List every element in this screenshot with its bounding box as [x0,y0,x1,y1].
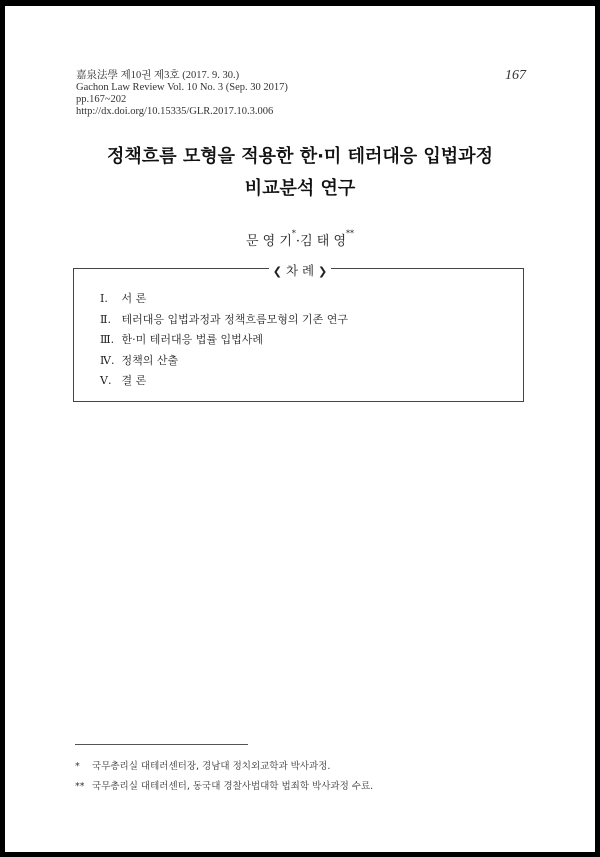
toc-item-label: 결 론 [121,374,147,387]
toc-item[interactable] [100,351,348,372]
footnote-text: 국무총리실 대테러센터장, 경남대 정치외교학과 박사과정. [92,761,331,772]
chevron-left-icon: ❮ [272,265,282,278]
author-1-footnote-mark[interactable]: * [291,229,296,238]
toc-item-label: 테러대응 입법과정과 정책흐름모형의 기존 연구 [121,312,349,326]
page-border-bottom [0,852,600,857]
toc-item-number: Ⅴ. [100,374,112,387]
footnote-item [75,777,373,797]
journal-korean-citation: 嘉泉法學 제10권 제3호 (2017. 9. 30.) [76,70,240,81]
toc-item-number: Ⅱ. [100,312,111,326]
footnote-text: 국무총리실 대테러센터, 동국대 경찰사법대학 법죄학 박사과정 수료. [92,781,374,792]
toc-item[interactable] [100,371,348,392]
toc-heading-label: 차 례 [285,263,315,278]
toc-item-label: 한·미 테러대응 법률 입법사례 [121,333,263,346]
author-2-footnote-mark[interactable]: ** [346,229,355,238]
journal-header [76,70,288,118]
footnote-mark: ** [75,781,85,792]
toc-item[interactable] [100,330,348,351]
paper-title-line-2: 비교분석 연구 [244,178,356,199]
footnote-divider [75,744,248,745]
toc-item[interactable] [100,310,348,331]
page-border-top [0,0,600,6]
paper-title-line-1: 정책흐름 모형을 적용한 한·미 테러대응 입법과정 [107,146,493,167]
page-border-right [595,0,600,857]
author-separator: · [295,234,301,249]
journal-pages: pp.167~202 [76,94,127,105]
journal-english-citation: Gachon Law Review Vol. 10 No. 3 (Sep. 30 2017) [76,82,288,93]
toc-item-number: Ⅲ. [100,333,115,346]
toc-heading [0,260,600,279]
toc-item[interactable] [100,289,348,310]
toc-item-label: 서 론 [121,292,147,305]
toc-item-label: 정책의 산출 [121,353,179,367]
footnote-mark: * [75,761,80,772]
author-1-name: 문 영 기 [245,234,292,249]
page-border-left [0,0,5,857]
chevron-right-icon: ❯ [318,265,328,278]
toc-item-number: Ⅳ. [100,353,115,367]
footnote-item [75,757,373,777]
footnotes [75,757,373,797]
author-line [0,230,600,249]
toc-item-number: Ⅰ. [100,292,108,305]
journal-doi[interactable]: http://dx.doi.org/10.15335/GLR.2017.10.3.006 [76,106,274,117]
toc-list [100,289,348,392]
author-2-name: 김 태 영 [300,234,347,249]
page-number: 167 [505,68,526,83]
